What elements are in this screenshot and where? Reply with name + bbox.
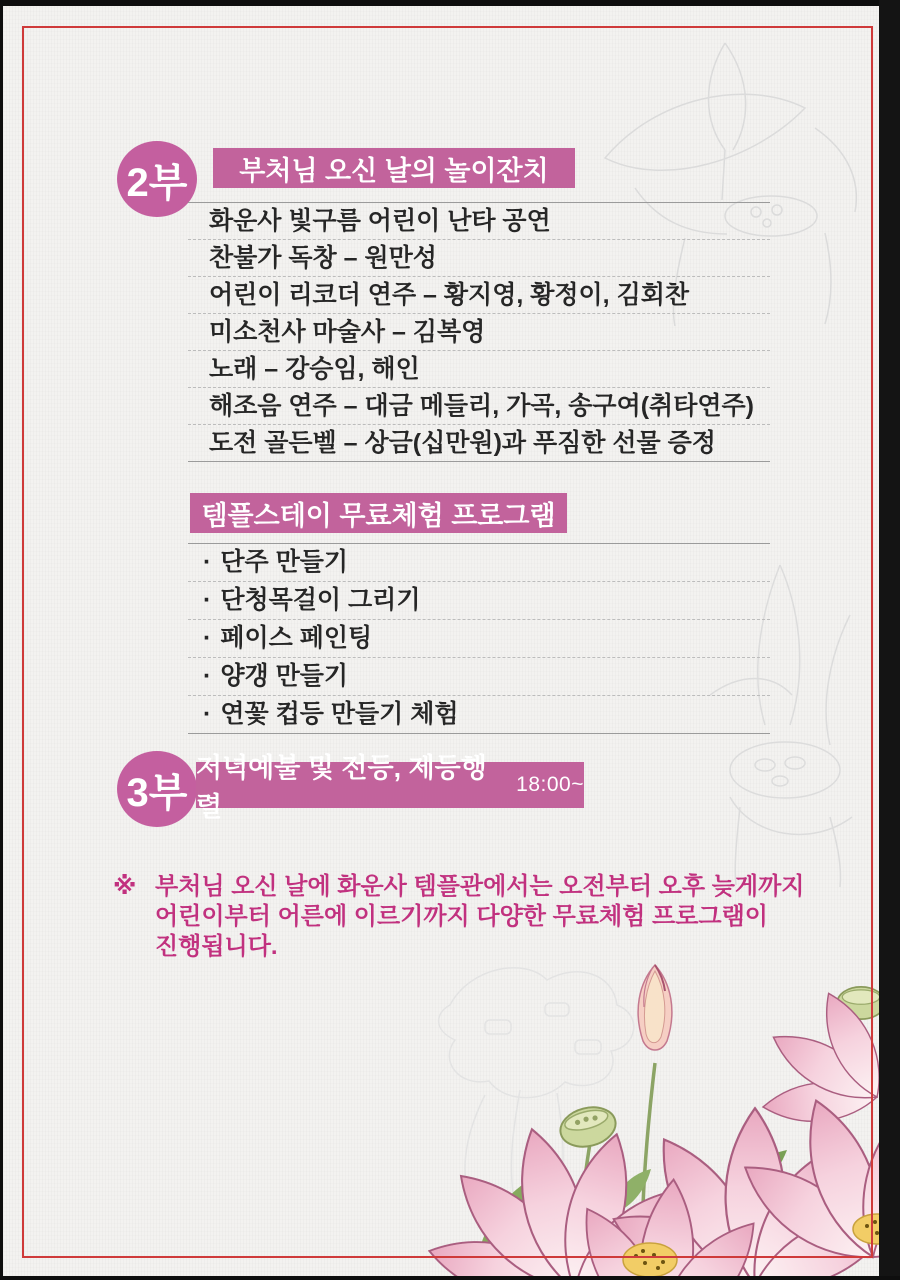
list-item (188, 696, 770, 734)
bottom-crop-bar (0, 1276, 900, 1280)
bullet-dot: · (203, 700, 212, 728)
bullet-dot: · (203, 586, 212, 614)
list-item: 도전 골든벨 – 상금(십만원)과 푸짐한 선물 증정 (188, 425, 770, 462)
list-item-label: 연꽃 컵등 만들기 체험 (220, 700, 459, 728)
part2-badge-label: 2부 (126, 160, 188, 205)
footnote-line: 부처님 오신 날에 화운사 템플관에서는 오전부터 오후 늦게까지 (155, 873, 805, 900)
bullet-dot: · (203, 548, 212, 576)
part3-title-banner (196, 753, 584, 822)
templestay-title: 템플스테이 무료체험 프로그램 (201, 500, 556, 531)
list-item: 찬불가 독창 – 원만성 (188, 240, 770, 277)
list-item-label: 페이스 페인팅 (220, 624, 373, 652)
templestay-program-list (188, 543, 770, 734)
lotus-watercolor-icon (425, 945, 880, 1280)
reference-mark: ※ (113, 873, 137, 900)
part3-time: 18:00~ (516, 773, 584, 796)
list-item-label: 단주 만들기 (220, 548, 349, 576)
list-item-label: 양갱 만들기 (220, 662, 349, 690)
footnote-line: 진행됩니다. (155, 933, 278, 960)
left-crop-bar (0, 0, 3, 1280)
part2-badge (117, 141, 197, 217)
top-crop-bar (0, 0, 900, 6)
part2-title: 부처님 오신 날의 놀이잔치 (239, 155, 549, 186)
bullet-dot: · (203, 662, 212, 690)
list-item (188, 620, 770, 658)
list-item: 해조음 연주 – 대금 메들리, 가곡, 송구여(취타연주) (188, 388, 770, 425)
list-item (188, 582, 770, 620)
templestay-title-banner (190, 493, 567, 533)
list-item (188, 658, 770, 696)
footnote-lines (155, 872, 804, 962)
part3-title: 저녁예불 및 전등, 제등행렬 (196, 753, 487, 822)
list-item: 어린이 리코더 연주 – 황지영, 황정이, 김회찬 (188, 277, 770, 314)
list-item-label: 단청목걸이 그리기 (220, 586, 421, 614)
list-item: 노래 – 강승임, 해인 (188, 351, 770, 388)
part2-title-banner (213, 148, 575, 188)
part3-badge (117, 751, 197, 827)
footnote (113, 872, 813, 962)
list-item: 미소천사 마술사 – 김복영 (188, 314, 770, 351)
part2-program-list (188, 202, 770, 462)
part3-badge-label: 3부 (126, 770, 188, 815)
list-item (188, 544, 770, 582)
right-crop-bar (879, 0, 900, 1280)
list-item: 화운사 빛구름 어린이 난타 공연 (188, 203, 770, 240)
footnote-line: 어린이부터 어른에 이르기까지 다양한 무료체험 프로그램이 (155, 903, 768, 930)
bullet-dot: · (203, 624, 212, 652)
